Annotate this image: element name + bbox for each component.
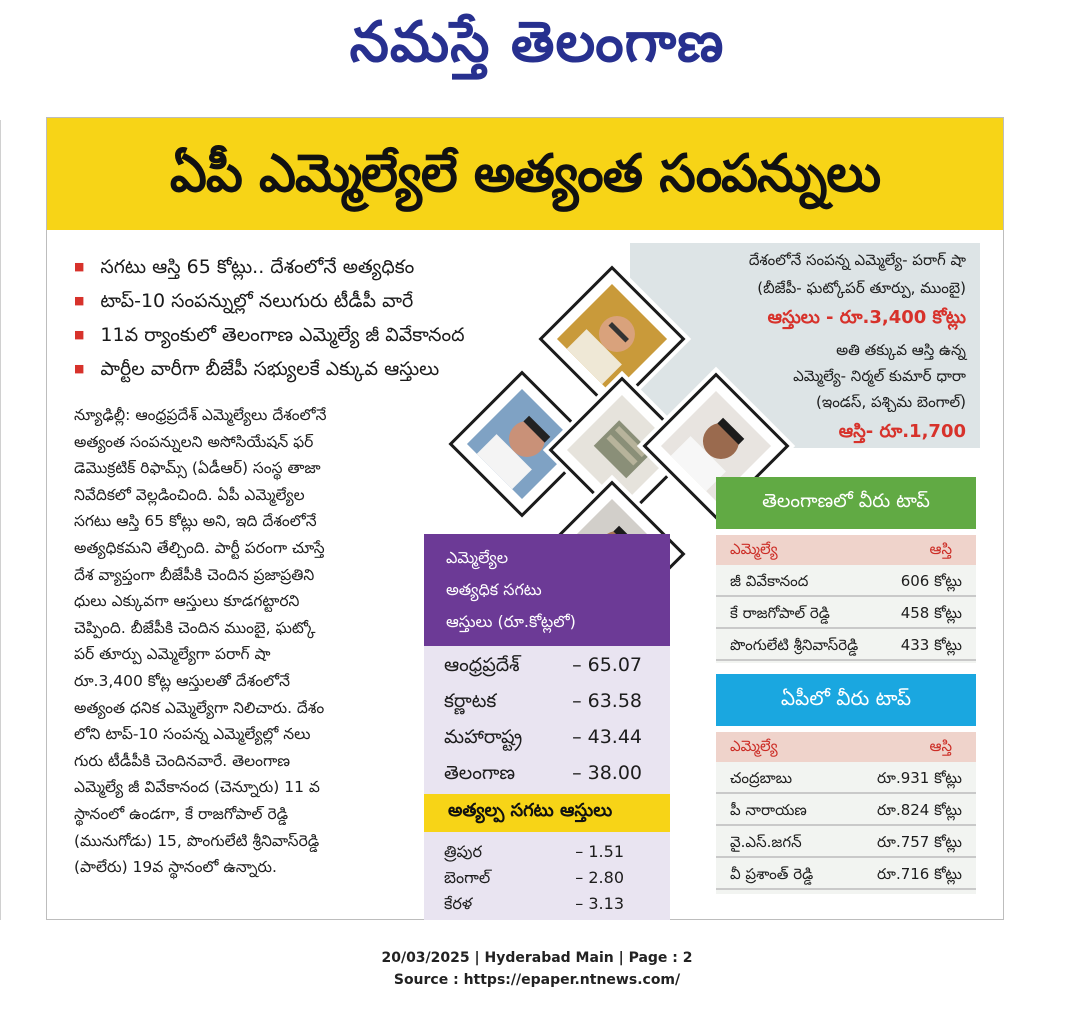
- masthead-logo: [0, 0, 1074, 100]
- state-name: త్రిపుర: [444, 842, 482, 861]
- avg-title-line: అత్యధిక సగటు: [446, 580, 542, 599]
- mla-name: జీ వివేకానంద: [730, 572, 809, 590]
- avg-row: [444, 654, 664, 690]
- state-value: – 2.80: [575, 868, 624, 887]
- body-line: ధులు ఎక్కువగా ఆస్తులు కూడగట్టారని: [74, 592, 300, 611]
- state-name: బెంగాల్: [444, 868, 491, 887]
- lowest-assets-header: [424, 794, 670, 832]
- col-assets: ఆస్తి: [929, 737, 952, 755]
- footer-date-edition: 20/03/2025 | Hyderabad Main | Page : 2: [381, 950, 693, 966]
- mla-name: చంద్రబాబు: [730, 769, 793, 787]
- bullet-list: [74, 250, 554, 386]
- avg-title-line: ఆస్తులు (రూ.కోట్లలో): [446, 612, 576, 631]
- telangana-top-header: [716, 477, 976, 529]
- table-row: [716, 565, 976, 597]
- ap-table: [716, 732, 976, 894]
- body-line: (మునుగోడు) 15, పొంగులేటి శ్రీనివాస్‌రెడ్డి: [74, 831, 320, 850]
- col-mla: ఎమ్మెల్యే: [730, 737, 778, 755]
- table-row: [716, 762, 976, 794]
- mla-assets: రూ.716 కోట్లు: [877, 865, 962, 883]
- state-value: – 63.58: [572, 690, 642, 712]
- body-line: రూ.3,400 కోట్ల ఆస్తులతో దేశంలోనే: [74, 671, 290, 690]
- col-assets: ఆస్తి: [929, 540, 952, 558]
- state-name: ఆంధ్రప్రదేశ్: [444, 654, 520, 676]
- body-line: ఎమ్మెల్యే జీ వివేకానంద (చెన్నూరు) 11 వ: [74, 778, 320, 797]
- body-line: డెమొక్రటిక్ రిఫామ్స్ (ఏడీఆర్) సంస్థ తాజా: [74, 459, 321, 478]
- mla-assets: రూ.931 కోట్లు: [877, 769, 962, 787]
- state-value: – 65.07: [572, 654, 642, 676]
- telangana-top-title: తెలంగాణలో వీరు టాప్: [762, 490, 930, 512]
- mla-assets: 606 కోట్లు: [900, 572, 962, 590]
- richest-line: దేశంలోనే సంపన్న ఎమ్మెల్యే- పరాగ్ షా: [748, 251, 966, 269]
- state-value: – 1.51: [575, 842, 624, 861]
- state-name: మహారాష్ట్ర: [444, 726, 523, 748]
- body-line: స్థానంలో ఉండగా, కే రాజగోపాల్ రెడ్డి: [74, 804, 289, 823]
- mla-assets: 458 కోట్లు: [900, 604, 962, 622]
- mla-assets: 433 కోట్లు: [900, 636, 962, 654]
- bullet-item: ■ పార్టీల వారీగా బీజేపీ సభ్యులకే ఎక్కువ ఆస్తులు: [74, 352, 554, 386]
- mla-name: వీ ప్రశాంత్ రెడ్డి: [730, 865, 814, 883]
- body-line: గురు టీడీపీకి చెందినవారే. తెలంగాణ: [74, 751, 291, 770]
- average-assets-box: [424, 534, 670, 920]
- low-row: [444, 842, 664, 870]
- telangana-table: [716, 535, 976, 663]
- mla-name: పీ నారాయణ: [730, 801, 807, 819]
- state-name: కర్ణాటక: [444, 690, 497, 712]
- avg-row: [444, 762, 664, 798]
- body-line: అత్యంత ధనిక ఎమ్మెల్యేగా నిలిచారు. దేశం: [74, 698, 325, 717]
- mla-assets: రూ.757 కోట్లు: [877, 833, 962, 851]
- masthead-title: నమస్తే తెలంగాణ: [349, 10, 725, 75]
- body-line: న్యూఢిల్లీ: ఆంధ్రప్రదేశ్ ఎమ్మెల్యేలు దేశంలోనే: [74, 406, 327, 424]
- ap-top-title: ఏపీలో వీరు టాప్: [780, 686, 912, 710]
- body-line: పర్ తూర్పు ఎమ్మెల్యేగా పరాగ్ షా: [74, 645, 271, 664]
- mla-name: వై.ఎస్.జగన్: [730, 833, 802, 851]
- ap-top-header: [716, 674, 976, 726]
- avg-row: [444, 690, 664, 726]
- poorest-assets: ఆస్తి- రూ.1,700: [838, 421, 966, 442]
- state-value: – 3.13: [575, 894, 624, 913]
- table-row: [716, 794, 976, 826]
- table-row: [716, 629, 976, 661]
- lowest-assets-title: అత్యల్ప సగటు ఆస్తులు: [448, 800, 613, 821]
- bullet-item: ■ 11వ ర్యాంకులో తెలంగాణ ఎమ్మెల్యే జీ వివేకానంద: [74, 318, 554, 352]
- avg-title-line: ఎమ్మెల్యేల: [446, 548, 509, 567]
- col-mla: ఎమ్మెల్యే: [730, 540, 778, 558]
- richest-line: (బీజేపీ- ఘట్కోపర్ తూర్పు, ముంబై): [757, 279, 966, 297]
- table-row: [716, 858, 976, 890]
- low-row: [444, 868, 664, 896]
- richest-assets: ఆస్తులు - రూ.3,400 కోట్లు: [767, 307, 966, 328]
- poorest-line: ఎమ్మెల్యే- నిర్మల్ కుమార్ ధారా: [793, 367, 966, 385]
- table-header: [716, 535, 976, 565]
- low-row: [444, 894, 664, 922]
- body-line: (పాలేరు) 19వ స్థానంలో ఉన్నారు.: [74, 858, 277, 877]
- page-footer: [0, 947, 1074, 991]
- poorest-line: (ఇండస్, పశ్చిమ బెంగాల్): [816, 393, 966, 411]
- body-line: సగటు ఆస్తి 65 కోట్లు అని, ఇది దేశంలోనే: [74, 512, 317, 531]
- average-assets-header: [424, 534, 670, 646]
- table-row: [716, 826, 976, 858]
- body-line: చెప్పింది. బీజేపీకి చెందిన ముంబై, ఘట్కో: [74, 618, 316, 637]
- body-line: అత్యధికమని తేల్చింది. పార్టీ పరంగా చూస్తే: [74, 538, 325, 557]
- mla-name: కే రాజగోపాల్ రెడ్డి: [730, 604, 830, 622]
- bullet-item: ■ టాప్-10 సంపన్నుల్లో నలుగురు టీడీపీ వారే: [74, 284, 554, 318]
- body-line: లోని టాప్-10 సంపన్న ఎమ్మెల్యేల్లో నలు: [74, 725, 311, 744]
- headline-banner: [47, 118, 1003, 230]
- footer-source-link[interactable]: Source : https://epaper.ntnews.com/: [393, 972, 681, 988]
- article-body: [74, 402, 419, 881]
- bullet-item: ■ సగటు ఆస్తి 65 కోట్లు.. దేశంలోనే అత్యధికం: [74, 250, 554, 284]
- table-row: [716, 597, 976, 629]
- mla-assets: రూ.824 కోట్లు: [877, 801, 962, 819]
- body-line: నివేదికలో వెల్లడించింది. ఏపీ ఎమ్మెల్యేల: [74, 485, 305, 504]
- state-value: – 43.44: [572, 726, 642, 748]
- avg-row: [444, 726, 664, 762]
- state-value: – 38.00: [572, 762, 642, 784]
- state-name: కేరళ: [444, 894, 473, 913]
- state-name: తెలంగాణ: [444, 762, 516, 784]
- headline-text: ఏపీ ఎమ్మెల్యేలే అత్యంత సంపన్నులు: [169, 144, 881, 204]
- page-edge-line: [0, 120, 1, 920]
- mla-name: పొంగులేటి శ్రీనివాస్‌రెడ్డి: [730, 636, 859, 654]
- body-line: అత్యంత సంపన్నులని అసోసియేషన్ ఫర్: [74, 432, 314, 451]
- poorest-line: అతి తక్కువ ఆస్తి ఉన్న: [836, 341, 966, 359]
- table-header: [716, 732, 976, 762]
- body-line: దేశ వ్యాప్తంగా బీజేపీకి చెందిన ప్రజాప్రతిని: [74, 565, 315, 584]
